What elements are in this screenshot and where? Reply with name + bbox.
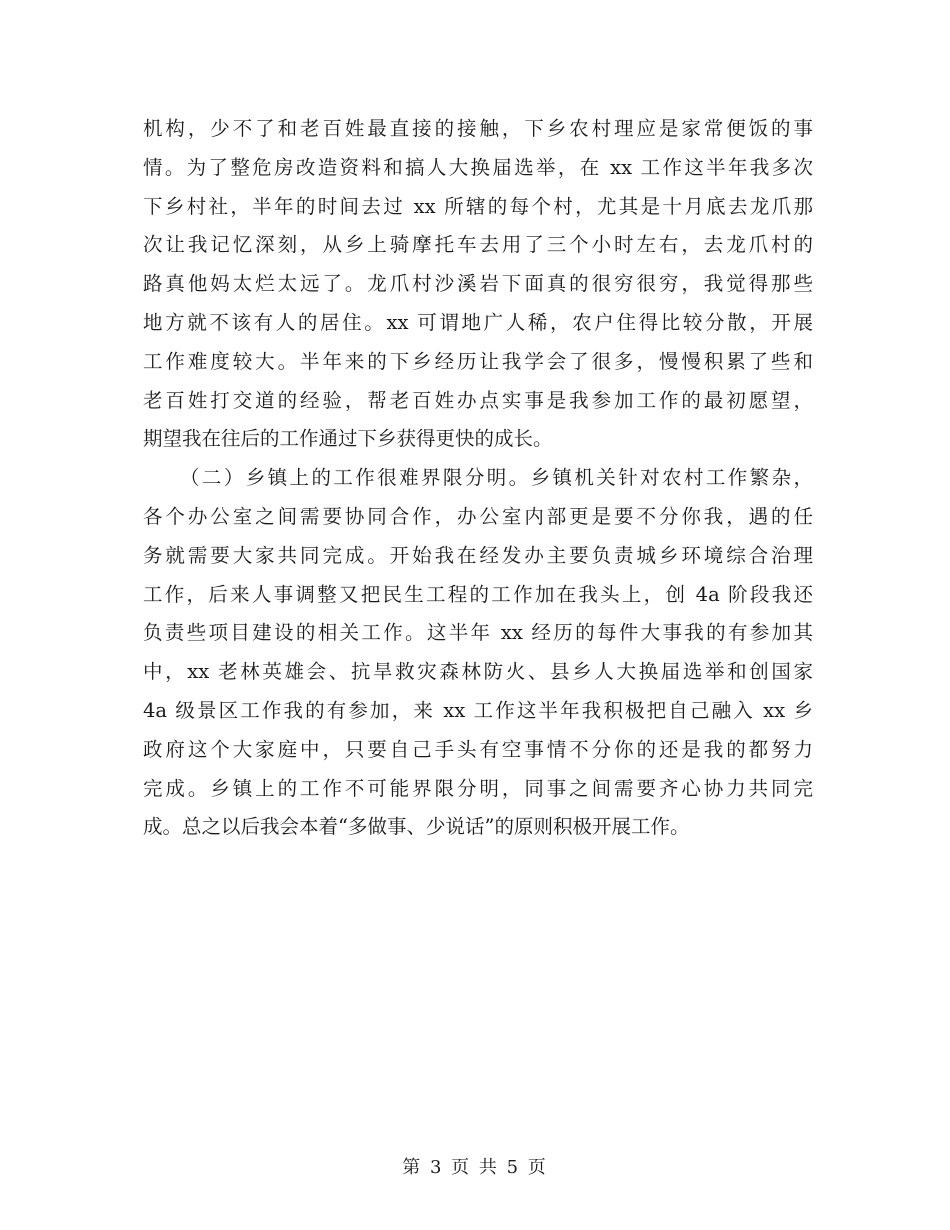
- text-line: 工作难度较大。半年来的下乡经历让我学会了很多，慢慢积累了些和: [143, 349, 813, 373]
- text-line: 情。为了整危房改造资料和搞人大换届选举，在 xx 工作这半年我多次: [143, 155, 813, 179]
- text-line: 中，xx 老林英雄会、抗旱救灾森林防火、县乡人大换届选举和创国家: [143, 660, 813, 684]
- text-line: 次让我记忆深刻，从乡上骑摩托车去用了三个小时左右，去龙爪村的: [143, 233, 813, 257]
- page-number: 第 3 页 共 5 页: [402, 1157, 548, 1178]
- text-line: 完成。乡镇上的工作不可能界限分明，同事之间需要齐心协力共同完: [143, 776, 813, 800]
- paragraph-1: [143, 110, 813, 459]
- text-line: 机构，少不了和老百姓最直接的接触，下乡农村理应是家常便饭的事: [143, 117, 813, 140]
- text-line: 工作，后来人事调整又把民生工程的工作加在我头上，创 4a 阶段我还: [143, 582, 813, 606]
- text-line: 政府这个大家庭中，只要自己手头有空事情不分你的还是我的都努力: [143, 737, 813, 761]
- text-line: 负责些项目建设的相关工作。这半年 xx 经历的每件大事我的有参加其: [143, 621, 813, 645]
- text-line: （二）乡镇上的工作很难界限分明。乡镇机关针对农村工作繁杂，: [180, 466, 813, 490]
- text-line: 期望我在往后的工作通过下乡获得更快的成长。: [143, 427, 553, 451]
- text-line: 路真他妈太烂太远了。龙爪村沙溪岩下面真的很穷很穷，我觉得那些: [143, 272, 813, 296]
- paragraph-2: [143, 459, 813, 847]
- text-line: 地方就不该有人的居住。xx 可谓地广人稀，农户住得比较分散，开展: [143, 310, 813, 334]
- text-line: 各个办公室之间需要协同合作，办公室内部更是要不分你我，遇的任: [143, 504, 813, 528]
- text-line: 4a 级景区工作我的有参加，来 xx 工作这半年我积极把自己融入 xx 乡: [143, 698, 813, 722]
- text-line: 务就需要大家共同完成。开始我在经发办主要负责城乡环境综合治理: [143, 543, 813, 567]
- body-text: [143, 110, 813, 847]
- text-line: 老百姓打交道的经验，帮老百姓办点实事是我参加工作的最初愿望，: [143, 388, 813, 412]
- text-line: 成。总之以后我会本着“多做事、少说话”的原则积极开展工作。: [143, 815, 690, 839]
- text-line: 下乡村社，半年的时间去过 xx 所辖的每个村，尤其是十月底去龙爪那: [143, 194, 813, 218]
